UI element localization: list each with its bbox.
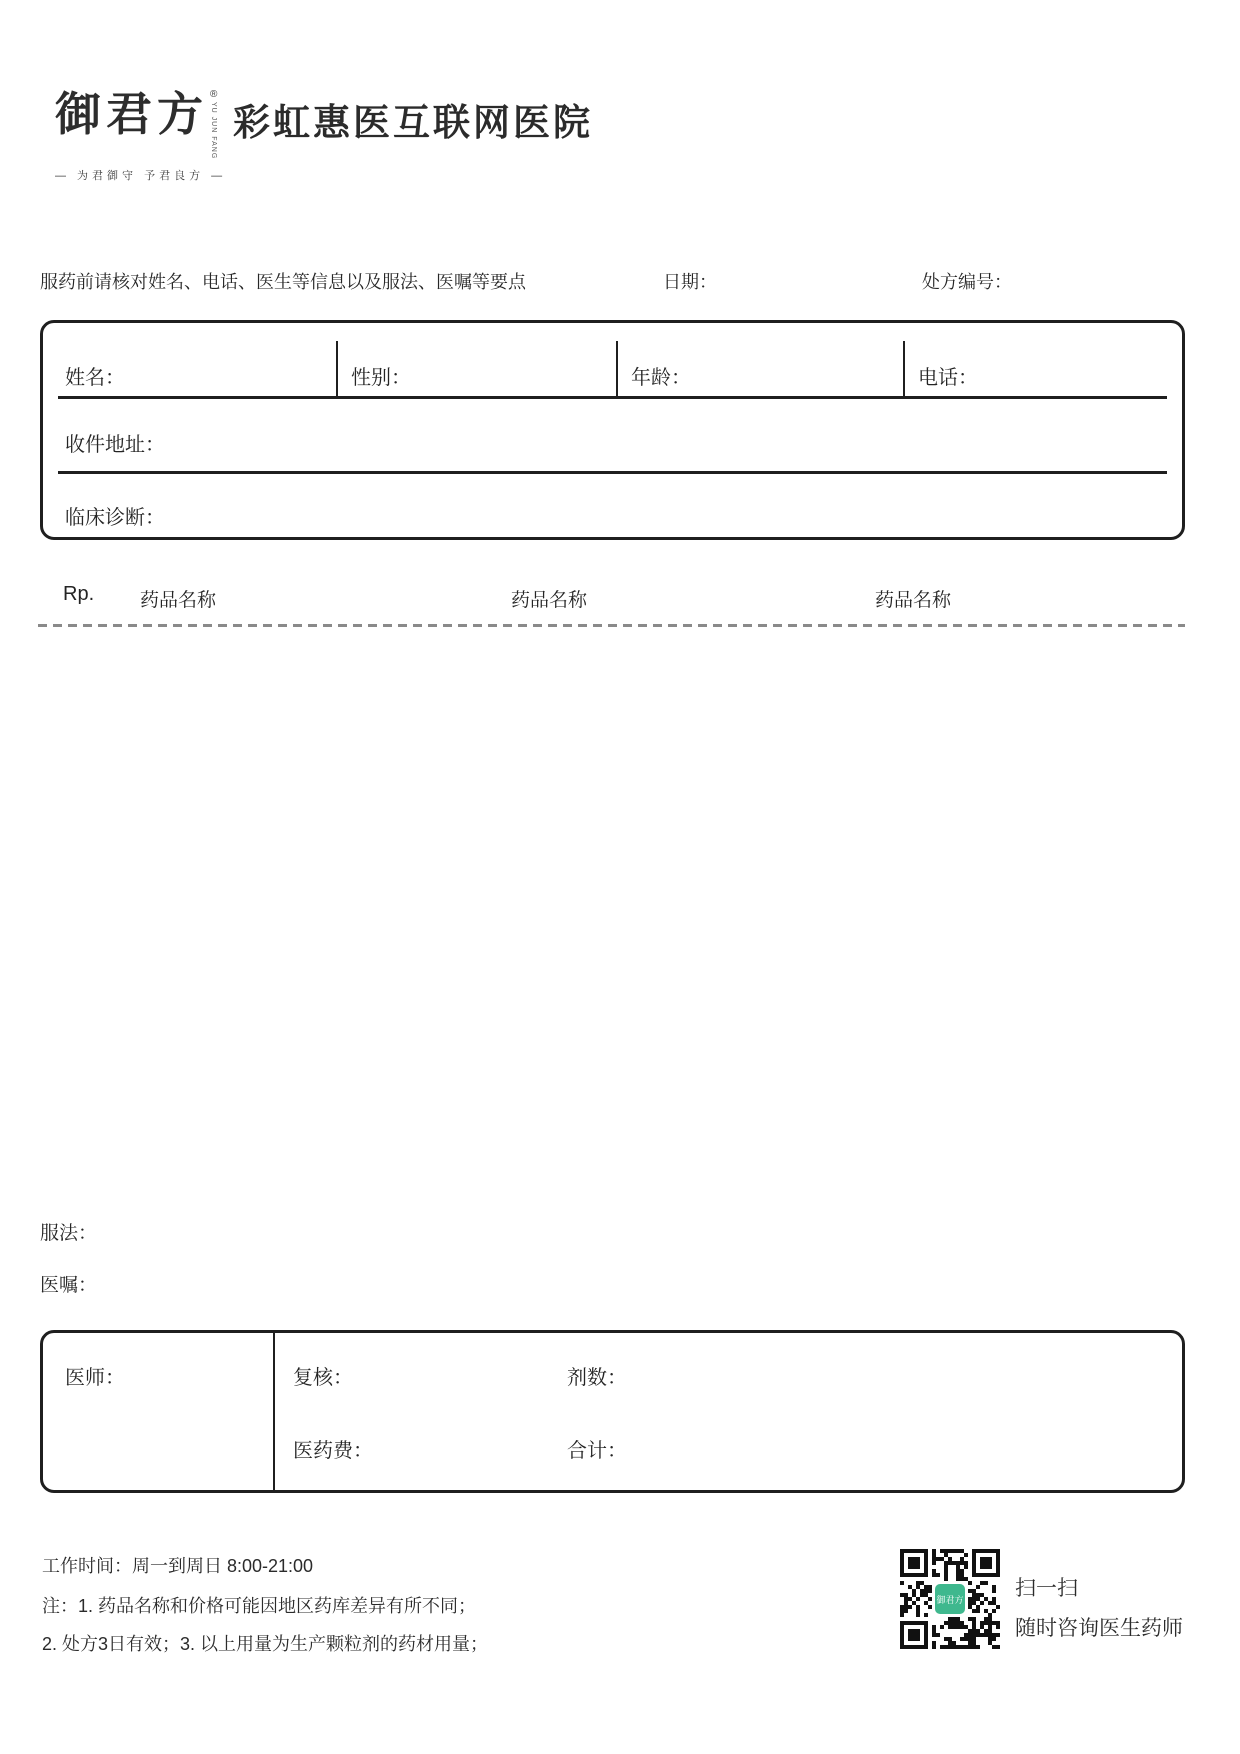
drug-name-column-header: 药品名称	[875, 590, 952, 611]
doctor-field-label: 医师：	[65, 1367, 125, 1389]
usage-method-label: 服法：	[40, 1223, 98, 1244]
patient-info-box	[40, 320, 1185, 540]
brand-pinyin-text: YU JUN FANG	[210, 102, 218, 160]
drug-name-column-header: 药品名称	[140, 590, 217, 611]
dashed-separator	[38, 624, 1185, 627]
doctor-advice-label: 医嘱：	[40, 1275, 98, 1296]
registered-trademark-icon: ®	[210, 89, 218, 100]
review-field-label: 复核：	[293, 1367, 353, 1389]
date-label: 日期：	[663, 272, 717, 292]
drug-name-column-header: 药品名称	[511, 590, 588, 611]
rx-number-label: 处方编号：	[922, 272, 1012, 292]
field-divider	[616, 341, 618, 396]
verify-notice-text: 服药前请核对姓名、电话、医生等信息以及服法、医嘱等要点	[40, 272, 526, 292]
fee-field-label: 医药费：	[293, 1440, 373, 1462]
note-line-2: 2. 处方3日有效；3. 以上用量为生产颗粒剂的药材用量；	[42, 1634, 489, 1654]
brand-tagline: — 为君御守 予君良方 —	[55, 170, 227, 183]
field-divider	[273, 1333, 275, 1490]
gender-field-label: 性别：	[351, 367, 411, 389]
address-field-label: 收件地址：	[65, 434, 165, 456]
row-separator	[58, 471, 1167, 474]
brand-logo-text: 御君方	[55, 87, 208, 141]
qr-code	[900, 1549, 1000, 1649]
doses-field-label: 剂数：	[567, 1367, 627, 1389]
total-field-label: 合计：	[567, 1440, 627, 1462]
note-line-1: 注：1. 药品名称和价格可能因地区药库差异有所不同；	[42, 1596, 477, 1616]
name-field-label: 姓名：	[65, 367, 125, 389]
qr-scan-label: 扫一扫	[1015, 1577, 1078, 1600]
age-field-label: 年龄：	[631, 367, 691, 389]
diagnosis-field-label: 临床诊断：	[65, 507, 165, 529]
signature-box	[40, 1330, 1185, 1493]
qr-center-badge: 御君方	[933, 1582, 967, 1616]
phone-field-label: 电话：	[918, 367, 978, 389]
row-separator	[58, 396, 1167, 399]
qr-scan-subtext: 随时咨询医生药师	[1015, 1617, 1183, 1640]
field-divider	[336, 341, 338, 396]
field-divider	[903, 341, 905, 396]
rp-label: Rp.	[63, 583, 95, 605]
brand-logo	[55, 88, 226, 183]
working-hours-text: 工作时间：周一到周日 8:00-21:00	[42, 1556, 314, 1576]
hospital-title: 彩虹惠医互联网医院	[233, 102, 593, 143]
